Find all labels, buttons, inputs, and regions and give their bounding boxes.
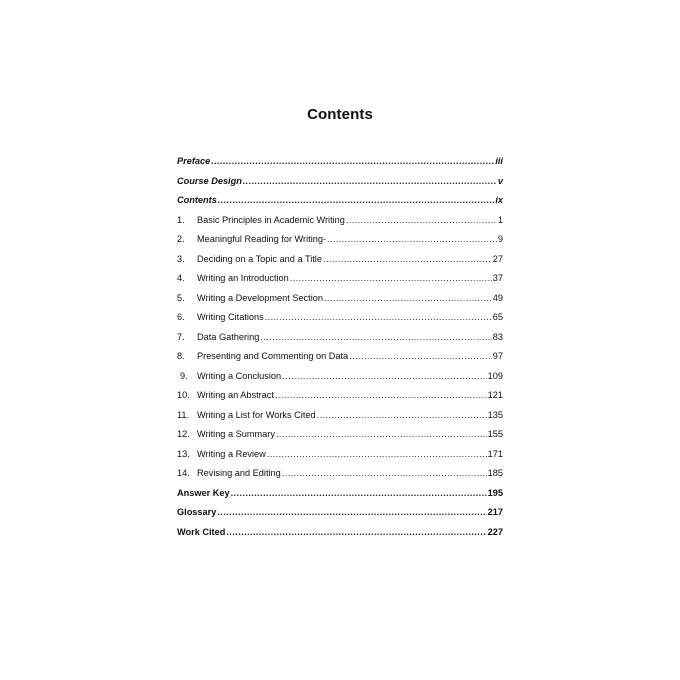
- toc-entry-label: Presenting and Commenting on Data: [197, 351, 349, 361]
- toc-entry-label: Writing an Introduction: [197, 273, 289, 283]
- toc-entry-page: 49: [492, 292, 503, 303]
- toc-entry-label: Meaningful Reading for Writing-: [197, 234, 327, 244]
- toc-entry-chapter[interactable]: [177, 351, 503, 371]
- toc-entry-label: Deciding on a Topic and a Title: [197, 253, 322, 264]
- toc-entry-label: Course Design: [177, 175, 242, 186]
- chapter-number: 11.: [177, 409, 190, 420]
- toc-entry-answer-key[interactable]: [177, 488, 503, 508]
- dot-leader: [349, 351, 492, 361]
- chapter-number: 4.: [177, 273, 185, 283]
- toc-entry-page: 155: [487, 429, 503, 439]
- dot-leader: [260, 332, 491, 342]
- dot-leader: [323, 254, 492, 264]
- toc-entry-chapter[interactable]: [177, 390, 503, 410]
- dot-leader: [226, 527, 486, 537]
- toc-entry-chapter[interactable]: [177, 234, 503, 254]
- toc-entry-label: Contents: [177, 195, 217, 205]
- toc-entry-label: Data Gathering: [197, 331, 260, 342]
- toc-entry-chapter[interactable]: [177, 215, 503, 235]
- toc-entry-label: Revising and Editing: [197, 468, 281, 478]
- toc-entry-page: 217: [487, 507, 503, 517]
- toc-entry-chapter[interactable]: [177, 429, 503, 449]
- toc-entry-label: Answer Key: [177, 487, 230, 498]
- dot-leader: [265, 312, 492, 322]
- dot-leader: [231, 488, 487, 498]
- toc-entry-page: iii: [495, 156, 503, 166]
- chapter-number: 3.: [177, 253, 185, 264]
- toc-entry-page: 65: [492, 312, 503, 322]
- toc-entry-label: Writing a Summary: [197, 429, 275, 439]
- chapter-number: 1.: [177, 214, 185, 225]
- toc-entry-page: 97: [492, 351, 503, 361]
- dot-leader: [267, 449, 487, 459]
- toc-entry-page: 135: [487, 409, 503, 420]
- toc-entry-label: Writing Citations: [197, 312, 264, 322]
- dot-leader: [346, 215, 497, 225]
- toc-entry-page: 83: [492, 331, 503, 342]
- toc-entry-chapter[interactable]: [177, 410, 503, 430]
- chapter-number: 2.: [177, 234, 185, 244]
- chapter-number: 8.: [177, 351, 185, 361]
- toc-entry-work-cited[interactable]: [177, 527, 503, 547]
- toc-entry-label: Preface: [177, 156, 211, 166]
- dot-leader: [217, 507, 486, 517]
- table-of-contents: [177, 156, 503, 546]
- toc-entry-chapter[interactable]: [177, 312, 503, 332]
- toc-entry-page: 27: [492, 253, 503, 264]
- chapter-number: 13.: [177, 448, 190, 459]
- toc-entry-label: Basic Principles in Academic Writing: [197, 214, 345, 225]
- toc-entry-page: 195: [487, 487, 503, 498]
- toc-entry-chapter[interactable]: [177, 254, 503, 274]
- dot-leader: [282, 371, 487, 381]
- toc-entry-page: 1: [497, 214, 503, 225]
- toc-entry-label: Writing a List for Works Cited: [197, 409, 316, 420]
- dot-leader: [282, 468, 487, 478]
- chapter-number: 7.: [177, 331, 185, 342]
- toc-entry-chapter[interactable]: [177, 371, 503, 391]
- toc-entry-page: 9: [497, 234, 503, 244]
- dot-leader: [211, 156, 494, 166]
- toc-entry-chapter[interactable]: [177, 468, 503, 488]
- toc-entry-glossary[interactable]: [177, 507, 503, 527]
- dot-leader: [243, 176, 497, 186]
- toc-entry-page: 185: [487, 468, 503, 478]
- toc-entry-page: 109: [487, 370, 503, 381]
- toc-entry-label: Writing a Review: [197, 448, 266, 459]
- dot-leader: [324, 293, 492, 303]
- toc-entry-page: ix: [495, 195, 503, 205]
- dot-leader: [290, 273, 492, 283]
- dot-leader: [317, 410, 487, 420]
- dot-leader: [276, 429, 487, 439]
- chapter-number: 9.: [180, 370, 188, 381]
- toc-entry-contents[interactable]: [177, 195, 503, 215]
- toc-entry-preface[interactable]: [177, 156, 503, 176]
- toc-entry-page: 227: [487, 526, 503, 537]
- chapter-number: 10.: [177, 390, 190, 400]
- dot-leader: [275, 390, 487, 400]
- toc-entry-label: Writing a Development Section: [197, 292, 323, 303]
- toc-entry-page: 37: [492, 273, 503, 283]
- toc-entry-chapter[interactable]: [177, 273, 503, 293]
- toc-entry-page: 121: [487, 390, 503, 400]
- dot-leader: [327, 234, 497, 244]
- toc-entry-label: Writing a Conclusion: [197, 370, 282, 381]
- toc-entry-label: Writing an Abstract: [197, 390, 274, 400]
- toc-entry-chapter[interactable]: [177, 449, 503, 469]
- page-title: Contents: [307, 106, 373, 123]
- dot-leader: [218, 195, 495, 205]
- toc-entry-page: 171: [487, 448, 503, 459]
- chapter-number: 12.: [177, 429, 190, 439]
- chapter-number: 5.: [177, 292, 185, 303]
- toc-entry-label: Glossary: [177, 507, 217, 517]
- toc-entry-course-design[interactable]: [177, 176, 503, 196]
- chapter-number: 6.: [177, 312, 185, 322]
- toc-entry-chapter[interactable]: [177, 332, 503, 352]
- toc-entry-label: Work Cited: [177, 526, 226, 537]
- toc-entry-chapter[interactable]: [177, 293, 503, 313]
- chapter-number: 14.: [177, 468, 190, 478]
- toc-entry-page: v: [497, 175, 503, 186]
